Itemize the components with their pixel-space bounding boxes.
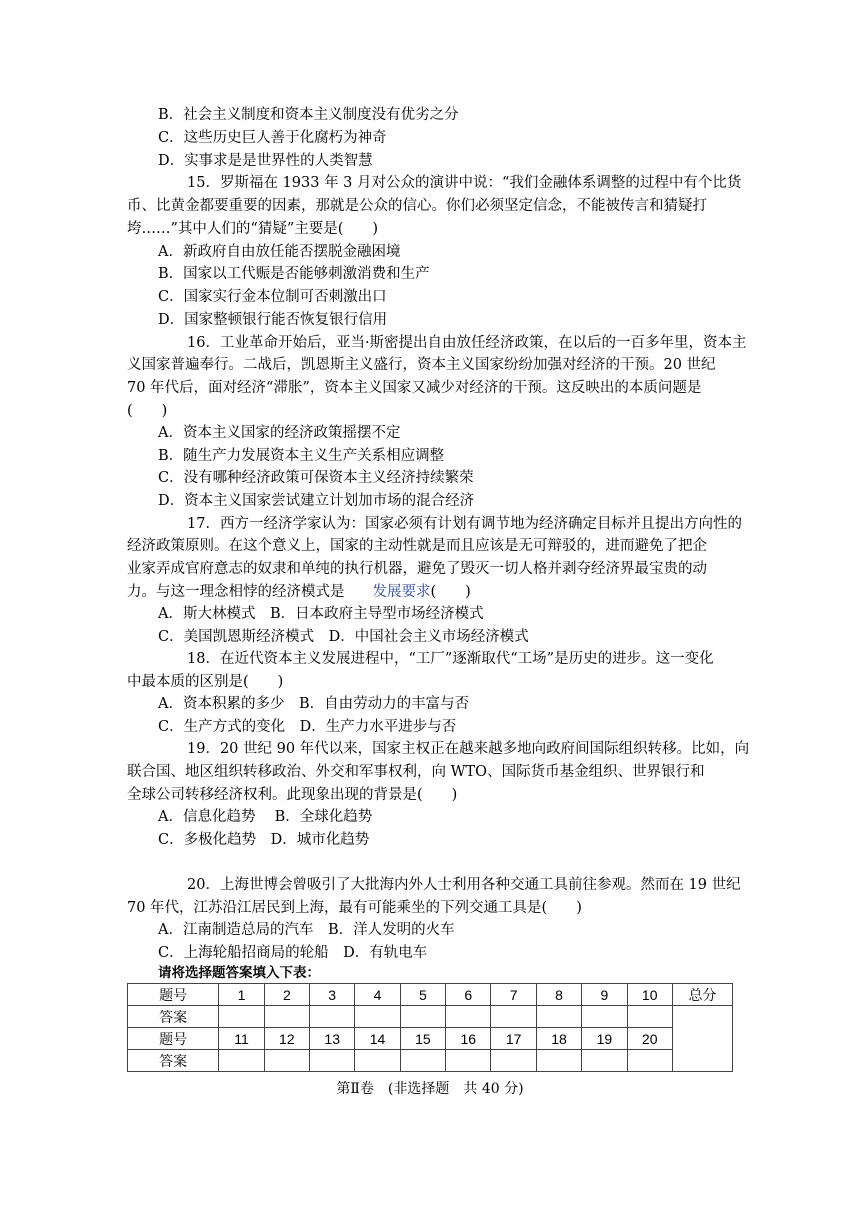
table-row <box>128 984 733 1006</box>
answer-cell[interactable] <box>491 1006 536 1028</box>
q16-stem-line3: 70 年代后，面对经济“滞胀”，资本主义国家又减少对经济的干预。这反映出的本质问题是 <box>127 380 702 396</box>
q15-option-b: B．国家以工代赈是否能够刺激消费和生产 <box>158 266 430 282</box>
question-number: 9 <box>582 984 627 1006</box>
section-ii-heading: 第Ⅱ卷 (非选择题 共 40 分) <box>336 1081 524 1097</box>
answer-cell[interactable] <box>310 1050 355 1072</box>
q17-stem-line4 <box>127 581 471 603</box>
q20-options-cd: C．上海轮船招商局的轮船 D．有轨电车 <box>158 945 428 961</box>
number-label: 题号 <box>128 984 219 1006</box>
q19-options-cd: C．多极化趋势 D．城市化趋势 <box>158 832 370 848</box>
answer-cell[interactable] <box>627 1006 672 1028</box>
question-number: 6 <box>446 984 491 1006</box>
answer-cell[interactable] <box>582 1050 627 1072</box>
answer-sheet-title: 请将选择题答案填入下表： <box>158 965 320 981</box>
answer-label: 答案 <box>128 1006 219 1028</box>
answer-cell[interactable] <box>219 1006 264 1028</box>
question-number: 11 <box>219 1028 264 1050</box>
q18-stem-line1: 18．在近代资本主义发展进程中，“工厂”逐渐取代“工场”是历史的进步。这一变化 <box>187 651 714 667</box>
answer-cell[interactable] <box>355 1006 400 1028</box>
q15-option-a: A．新政府自由放任能否摆脱金融困境 <box>158 244 401 260</box>
question-number: 5 <box>400 984 445 1006</box>
q16-stem-line1: 16．工业革命开始后，亚当·斯密提出自由放任经济政策，在以后的一百多年里，资本主 <box>187 335 747 351</box>
answer-cell[interactable] <box>400 1050 445 1072</box>
answer-cell[interactable] <box>310 1006 355 1028</box>
q15-option-c: C．国家实行金本位制可否刺激出口 <box>158 289 387 305</box>
q19-stem-line3: 全球公司转移经济权利。此现象出现的背景是( ) <box>127 787 458 803</box>
q18-options-cd: C．生产方式的变化 D．生产力水平进步与否 <box>158 719 457 735</box>
q19-stem-line2: 联合国、地区组织转移政治、外交和军事权利，向 WTO、国际货币基金组织、世界银行和 <box>127 764 705 780</box>
answer-cell[interactable] <box>446 1006 491 1028</box>
table-row <box>128 1006 733 1028</box>
q15-stem-line3: 垮……”其中人们的“猜疑”主要是( ) <box>127 221 379 237</box>
answer-cell[interactable] <box>627 1050 672 1072</box>
q17-options-ab: A．斯大林模式 B．日本政府主导型市场经济模式 <box>158 606 484 622</box>
develop-requirement-link[interactable]: 发展要求 <box>372 584 431 600</box>
q14-option-b: B．社会主义制度和资本主义制度没有优劣之分 <box>158 107 459 123</box>
table-row <box>128 1028 733 1050</box>
q16-option-c: C．没有哪种经济政策可保资本主义经济持续繁荣 <box>158 470 474 486</box>
question-number: 13 <box>310 1028 355 1050</box>
q18-options-ab: A．资本积累的多少 B．自由劳动力的丰富与否 <box>158 696 470 712</box>
answer-cell[interactable] <box>491 1050 536 1072</box>
number-label: 题号 <box>128 1028 219 1050</box>
question-number: 10 <box>627 984 672 1006</box>
q15-stem-line2: 币、比黄金都要重要的因素，那就是公众的信心。你们必须坚定信念，不能被传言和猜疑打 <box>127 198 707 214</box>
answer-table <box>127 983 733 1072</box>
answer-cell[interactable] <box>264 1006 309 1028</box>
q17-stem-line2: 经济政策原则。在这个意义上，国家的主动性就是而且应该是无可辩驳的，进而避免了把企 <box>127 538 707 554</box>
table-row <box>128 1050 733 1072</box>
q19-options-ab: A．信息化趋势 B．全球化趋势 <box>158 809 373 825</box>
answer-cell[interactable] <box>355 1050 400 1072</box>
question-number: 8 <box>536 984 581 1006</box>
q16-stem-line4: ( ) <box>127 403 168 419</box>
question-number: 1 <box>219 984 264 1006</box>
question-number: 15 <box>400 1028 445 1050</box>
q20-stem-line2: 70 年代，江苏沿江居民到上海，最有可能乘坐的下列交通工具是( ) <box>127 900 582 916</box>
q20-stem-line1: 20．上海世博会曾吸引了大批海内外人士利用各种交通工具前往参观。然而在 19 世纪 <box>187 877 741 893</box>
q19-stem-line1: 19．20 世纪 90 年代以来，国家主权正在越来越多地向政府间国际组织转移。比如，向 <box>187 741 750 757</box>
question-number: 3 <box>310 984 355 1006</box>
question-number: 12 <box>264 1028 309 1050</box>
total-score-label: 总分 <box>672 984 732 1006</box>
q16-option-a: A．资本主义国家的经济政策摇摆不定 <box>158 425 401 441</box>
question-number: 20 <box>627 1028 672 1050</box>
answer-cell[interactable] <box>536 1050 581 1072</box>
q15-stem-line1: 15．罗斯福在 1933 年 3 月对公众的演讲中说：“我们金融体系调整的过程中有个比货 <box>187 175 742 191</box>
q17-stem-line1: 17．西方一经济学家认为：国家必须有计划有调节地为经济确定目标并且提出方向性的 <box>187 516 742 532</box>
question-number: 14 <box>355 1028 400 1050</box>
q14-option-c: C．这些历史巨人善于化腐朽为神奇 <box>158 130 387 146</box>
question-number: 18 <box>536 1028 581 1050</box>
question-number: 2 <box>264 984 309 1006</box>
answer-cell[interactable] <box>582 1006 627 1028</box>
question-number: 19 <box>582 1028 627 1050</box>
question-number: 17 <box>491 1028 536 1050</box>
q20-options-ab: A．江南制造总局的汽车 B．洋人发明的火车 <box>158 922 455 938</box>
answer-label: 答案 <box>128 1050 219 1072</box>
q16-stem-line2: 义国家普遍奉行。二战后，凯恩斯主义盛行，资本主义国家纷纷加强对经济的干预。20 世纪 <box>127 357 716 373</box>
q15-option-d: D．国家整顿银行能否恢复银行信用 <box>158 312 388 328</box>
answer-cell[interactable] <box>446 1050 491 1072</box>
q17-stem-last: 力。与这一理念相悖的经济模式是 <box>127 584 345 600</box>
q18-stem-line2: 中最本质的区别是( ) <box>127 674 284 690</box>
answer-cell[interactable] <box>536 1006 581 1028</box>
question-number: 4 <box>355 984 400 1006</box>
answer-cell[interactable] <box>219 1050 264 1072</box>
question-number: 16 <box>446 1028 491 1050</box>
q17-options-cd: C．美国凯恩斯经济模式 D．中国社会主义市场经济模式 <box>158 629 529 645</box>
answer-cell[interactable] <box>400 1006 445 1028</box>
question-number: 7 <box>491 984 536 1006</box>
q16-option-b: B．随生产力发展资本主义生产关系相应调整 <box>158 448 445 464</box>
q16-option-d: D．资本主义国家尝试建立计划加市场的混合经济 <box>158 493 475 509</box>
total-score-cell[interactable] <box>672 1006 732 1072</box>
q17-stem-line3: 业家弄成官府意志的奴隶和单纯的执行机器，避免了毁灭一切人格并剥夺经济界最宝贵的动 <box>127 561 707 577</box>
q17-stem-tail: ( ) <box>430 584 471 600</box>
answer-cell[interactable] <box>264 1050 309 1072</box>
q14-option-d: D．实事求是是世界性的人类智慧 <box>158 153 373 169</box>
